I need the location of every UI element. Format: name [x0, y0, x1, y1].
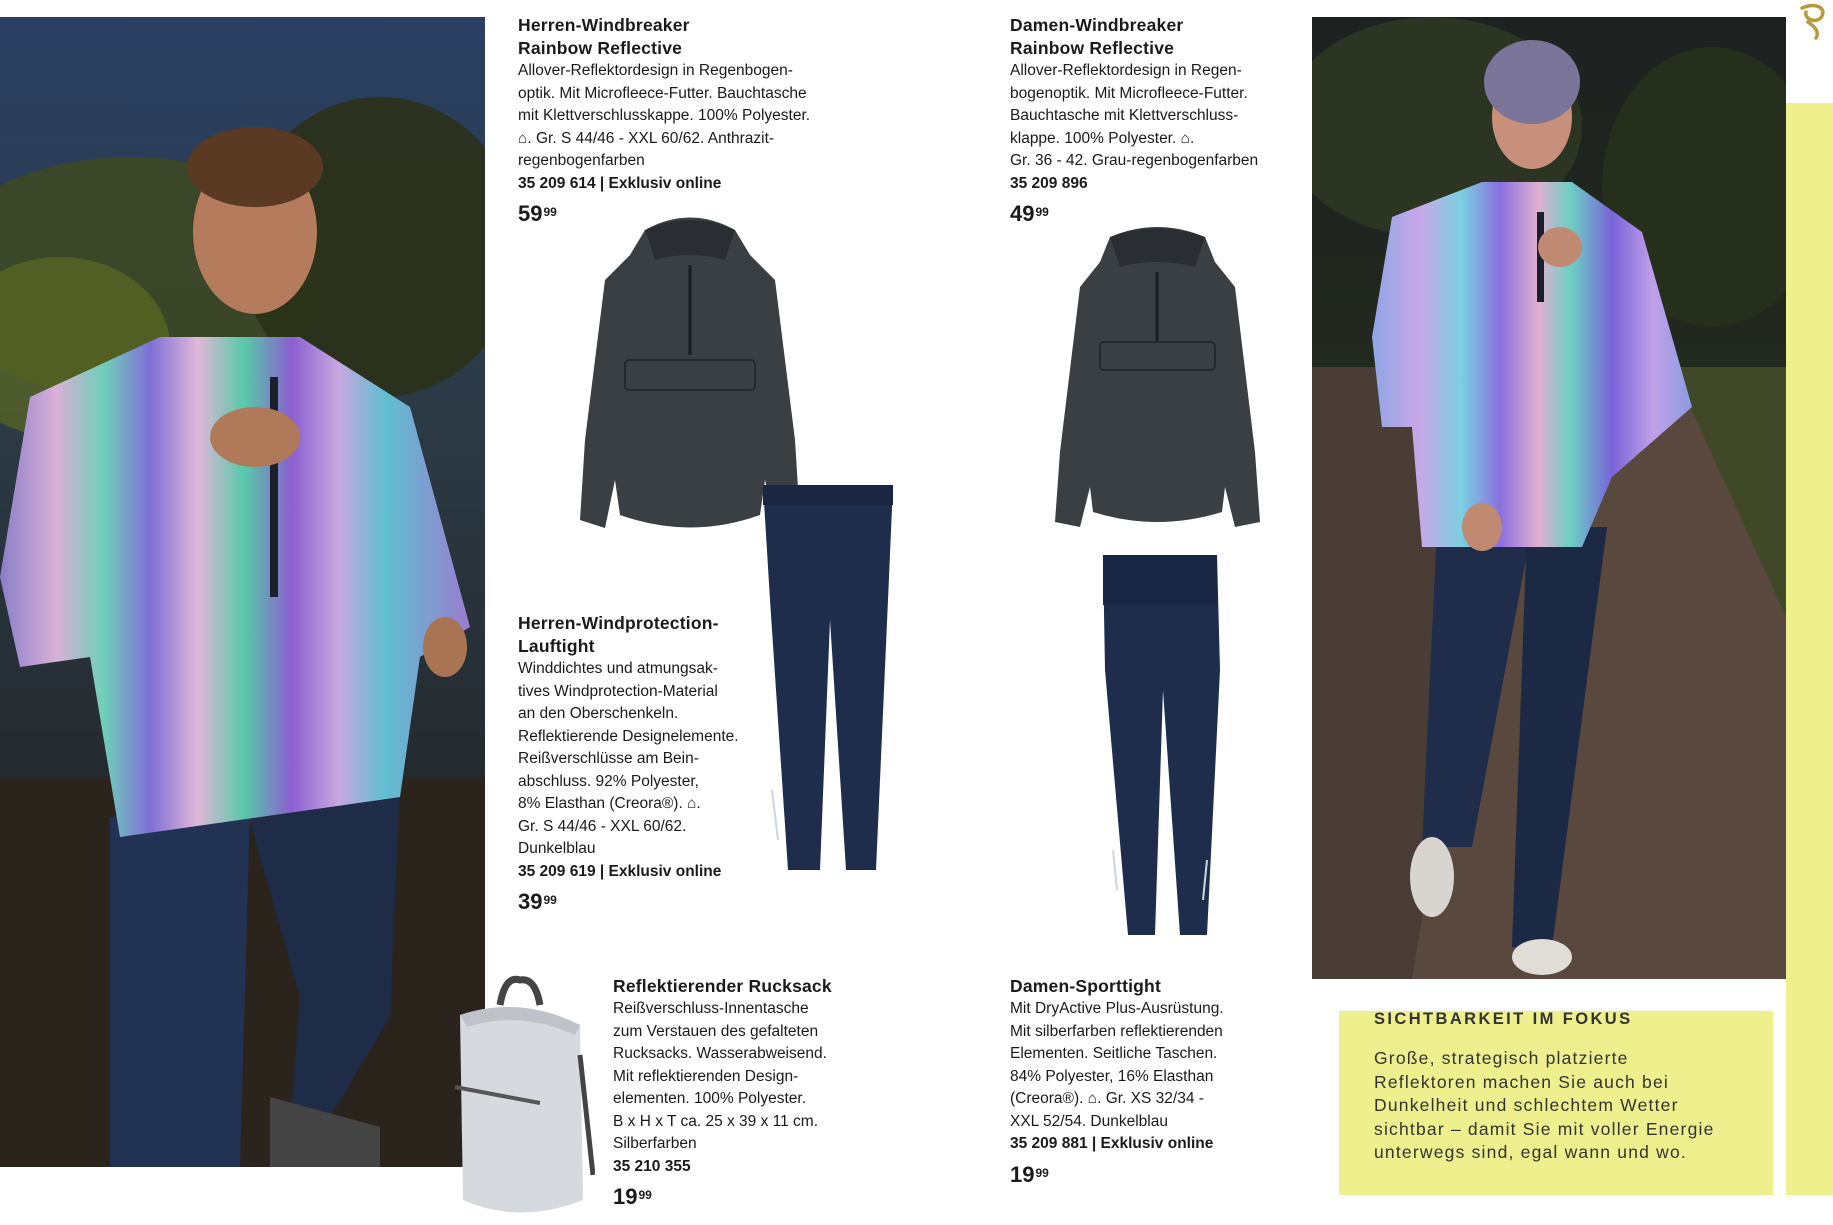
article-number: 35 209 614 | Exklusiv online	[518, 174, 722, 192]
product-description: Allover-Reflektordesign in Regen- bogenoptik. Mit Microfleece-Futter. Bauchtasche mit Klettverschluss- klappe. 100% Polyester. ⌂. Gr. 36 - 42. Grau-regenbogenfarben	[1010, 62, 1259, 169]
price	[1010, 1160, 1310, 1190]
product-description: Allover-Reflektordesign in Regenbogen- optik. Mit Microfleece-Futter. Bauchtasche mit Klettverschlusskappe. 100% Polyester. ⌂. Gr. S 44/46 - XXL 60/62. Anthrazit- regenbogenfarben	[518, 62, 811, 169]
price-main: 49	[1010, 201, 1035, 226]
price-main: 39	[518, 889, 543, 914]
product-name: Reflektierender Rucksack	[613, 976, 832, 996]
article-number: 35 209 896	[1010, 174, 1088, 192]
promo-heading: SICHTBARKEIT IM FOKUS	[1374, 1010, 1633, 1028]
article-number: 35 210 355	[613, 1157, 691, 1175]
price-cents: 99	[1035, 1165, 1049, 1180]
price-cents: 99	[638, 1188, 652, 1202]
product-damen-windbreaker	[1010, 14, 1310, 229]
image-damen-windbreaker	[1050, 222, 1265, 532]
price-cents: 99	[1035, 205, 1049, 219]
product-name: Herren-Windprotection- Lauftight	[518, 613, 719, 656]
promo-text: Große, strategisch platzierte Reflektoren machen Sie auch bei Dunkelheit und schlechtem Wetter sichtbar – damit Sie mit voller Energie unterwegs sind, egal wann und wo.	[1374, 1048, 1715, 1162]
photo-woman-walking	[1312, 17, 1786, 979]
image-damen-sporttight	[1095, 550, 1225, 938]
photo-man-running	[0, 17, 485, 1167]
product-name: Damen-Sporttight	[1010, 976, 1161, 996]
price-cents: 99	[543, 205, 557, 219]
price	[613, 1182, 913, 1212]
price-main: 19	[613, 1184, 638, 1209]
price	[518, 887, 768, 917]
product-description: Reißverschluss-Innentasche zum Verstauen des gefalteten Rucksacks. Wasserabweisend. Mit reflektierenden Design- elementen. 100% Polyester. B x H x T ca. 25 x 39 x 11 cm. Silberfarben	[613, 1000, 827, 1152]
product-name: Herren-Windbreaker Rainbow Reflective	[518, 15, 690, 58]
accent-strip	[1786, 103, 1833, 1195]
image-herren-lauftight	[758, 480, 898, 872]
article-number: 35 209 881 | Exklusiv online	[1010, 1135, 1214, 1152]
product-description: Mit DryActive Plus-Ausrüstung. Mit silberfarben reflektierenden Elementen. Seitliche Taschen. 84% Polyester, 16% Elasthan (Creora®). ⌂. Gr. XS 32/34 - XXL 52/54. Dunkelblau	[1010, 1000, 1224, 1130]
product-description: Winddichtes und atmungsak- tives Windprotection-Material an den Oberschenkeln. Reflektierende Designelemente. Reißverschlüsse am Bein- abschluss. 92% Polyester, 8% Elasthan (Creora®). ⌂. Gr. S 44/46 - XXL 60/62. Dunkelblau	[518, 660, 739, 857]
product-damen-sporttight	[1010, 975, 1310, 1190]
brand-logo-icon	[1796, 2, 1830, 40]
product-name: Damen-Windbreaker Rainbow Reflective	[1010, 15, 1184, 58]
price-main: 19	[1010, 1161, 1035, 1187]
image-rucksack	[445, 975, 595, 1220]
product-rucksack	[613, 975, 913, 1212]
product-herren-windbreaker	[518, 14, 858, 229]
price-main: 59	[518, 201, 543, 226]
article-number: 35 209 619 | Exklusiv online	[518, 862, 722, 880]
product-herren-lauftight	[518, 612, 768, 917]
price-cents: 99	[543, 893, 557, 907]
